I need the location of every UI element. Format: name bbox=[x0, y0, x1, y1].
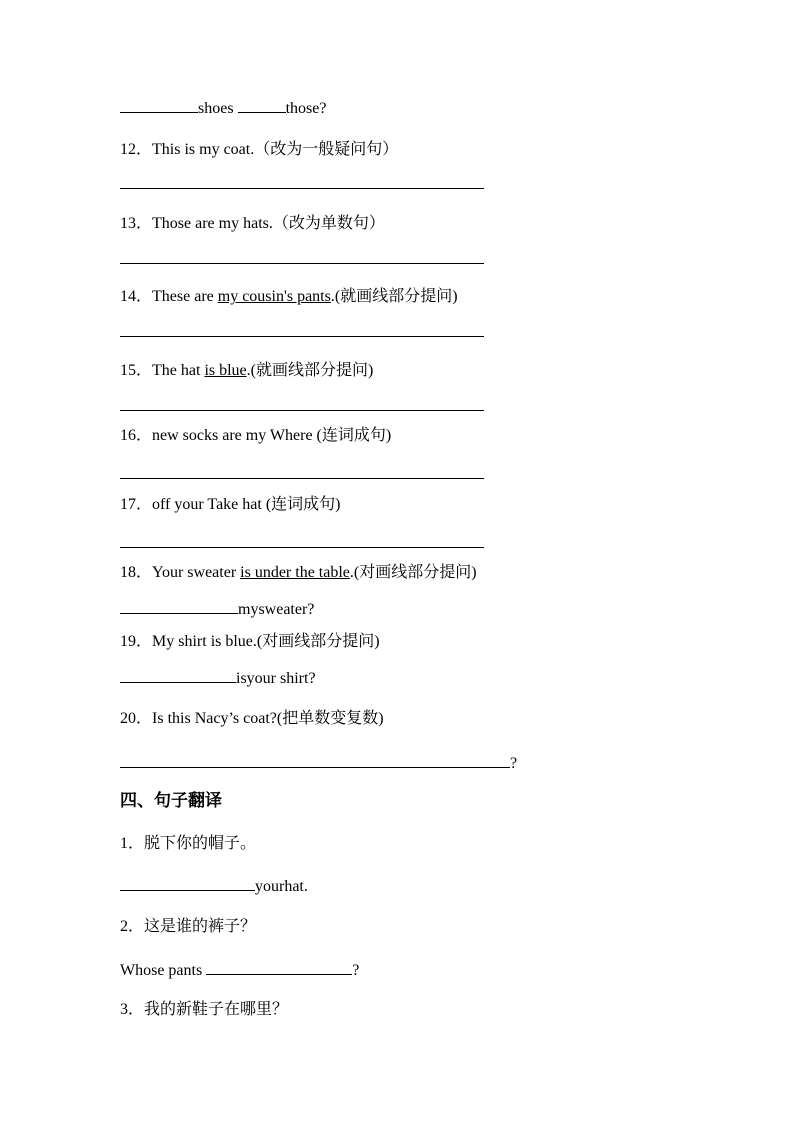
section-title: 四、句子翻译 bbox=[120, 791, 222, 810]
answer-line-13[interactable] bbox=[120, 263, 484, 264]
answer-line-12[interactable] bbox=[120, 188, 484, 189]
question-text: This is my coat.（改为一般疑问句） bbox=[152, 141, 399, 158]
question-text: My shirt is blue.(对画线部分提问) bbox=[152, 633, 380, 650]
question-text: off your Take hat (连词成句) bbox=[152, 496, 341, 513]
question-number: 14． bbox=[120, 288, 153, 305]
question-number: 18． bbox=[120, 564, 153, 581]
question-16 bbox=[120, 426, 391, 446]
answer-line-t2: Whose pants ? bbox=[120, 959, 359, 981]
question-text: new socks are my Where (连词成句) bbox=[152, 427, 392, 444]
translation-1 bbox=[120, 834, 256, 854]
answer-blank[interactable] bbox=[120, 97, 198, 113]
answer-line-15[interactable] bbox=[120, 410, 484, 411]
question-number: 17． bbox=[120, 496, 153, 513]
question-14: 14．These are my cousin's pants.(就画线部分提问) bbox=[120, 288, 458, 305]
underlined-part: my cousin's pants bbox=[217, 288, 331, 305]
question-text: Is this Nacy’s coat?(把单数变复数) bbox=[152, 710, 384, 727]
translation-2 bbox=[120, 917, 256, 937]
answer-line-16[interactable] bbox=[120, 478, 484, 479]
question-number: 16． bbox=[120, 427, 153, 444]
underlined-part: is under the table bbox=[240, 564, 350, 581]
answer-line-18: mysweater? bbox=[120, 598, 314, 620]
question-text: 这是谁的裤子？ bbox=[144, 918, 257, 935]
question-number: 1． bbox=[120, 835, 145, 852]
answer-line-19: isyour shirt? bbox=[120, 667, 316, 689]
question-20 bbox=[120, 709, 384, 729]
question-number: 20． bbox=[120, 710, 153, 727]
answer-blank[interactable] bbox=[120, 875, 255, 891]
answer-blank[interactable] bbox=[206, 959, 352, 975]
question-text: 脱下你的帽子。 bbox=[144, 835, 257, 852]
question-number: 3． bbox=[120, 1001, 145, 1018]
question-number: 12． bbox=[120, 141, 153, 158]
question-12 bbox=[120, 140, 398, 160]
question-number: 15． bbox=[120, 362, 153, 379]
question-15: 15．The hat is blue.(就画线部分提问) bbox=[120, 362, 374, 379]
translation-3 bbox=[120, 1000, 288, 1020]
answer-line-14[interactable] bbox=[120, 336, 484, 337]
answer-blank[interactable] bbox=[120, 598, 238, 614]
question-text: Those are my hats.（改为单数句） bbox=[152, 215, 385, 232]
question-number: 13． bbox=[120, 215, 153, 232]
underlined-part: is blue bbox=[204, 362, 247, 379]
question-18: 18．Your sweater is under the table.(对画线部分提问) bbox=[120, 564, 477, 581]
question-number: 2． bbox=[120, 918, 145, 935]
question-13 bbox=[120, 214, 385, 234]
question-number: 19． bbox=[120, 633, 153, 650]
question-17 bbox=[120, 495, 341, 515]
question-19 bbox=[120, 632, 380, 652]
answer-line-17[interactable] bbox=[120, 547, 484, 548]
answer-blank[interactable] bbox=[238, 97, 286, 113]
answer-blank[interactable] bbox=[120, 752, 510, 768]
answer-line-20: ? bbox=[120, 752, 517, 774]
q11-answer-line: shoes those? bbox=[120, 97, 326, 119]
answer-line-t1: yourhat. bbox=[120, 875, 308, 897]
answer-blank[interactable] bbox=[120, 667, 236, 683]
question-text: 我的新鞋子在哪里？ bbox=[144, 1001, 289, 1018]
